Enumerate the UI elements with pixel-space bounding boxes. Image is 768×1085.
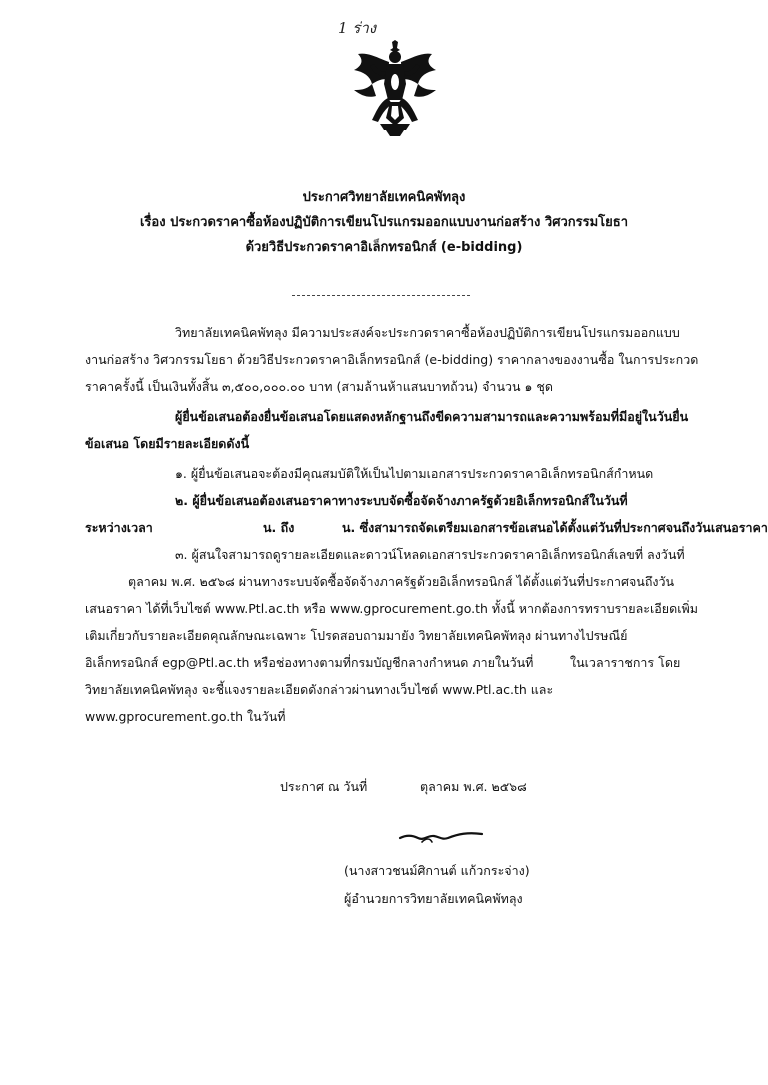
item-3-line-2: ตุลาคม พ.ศ. ๒๕๖๘ ผ่านทางระบบจัดซื้อจัดจ้างภาครัฐด้วยอิเล็กทรอนิกส์ ได้ตั้งแต่วันที่ประกาศจนถึงวัน [128,574,675,589]
announce-date-label: ประกาศ ณ วันที่ [280,779,368,794]
item-3-line-4: เติมเกี่ยวกับรายละเอียดคุณลักษณะเฉพาะ โปรดสอบถามมายัง วิทยาลัยเทคนิคพัทลุง ผ่านทางไปรษณีย์ [85,628,628,643]
announcement-org-title: ประกาศวิทยาลัยเทคนิคพัทลุง [302,190,466,205]
item-2-time-label: ระหว่างเวลา [85,520,153,535]
item-2-line-2: น. ซึ่งสามารถจัดเตรียมเอกสารข้อเสนอได้ตั้งแต่วันที่ประกาศจนถึงวันเสนอราคา [342,520,768,535]
announcement-method: ด้วยวิธีประกวดราคาอิเล็กทรอนิกส์ (e-bidding) [245,240,523,255]
paragraph-2-line-2: ข้อเสนอ โดยมีรายละเอียดดังนี้ [85,436,250,451]
paragraph-2-line-1: ผู้ยื่นข้อเสนอต้องยื่นข้อเสนอโดยแสดงหลักฐานถึงขีดความสามารถและความพร้อมที่มีอยู่ในวันยื่น [175,409,689,424]
item-3-line-7: www.gprocurement.go.th ในวันที่ [85,709,286,724]
paragraph-1-line-1: วิทยาลัยเทคนิคพัทลุง มีความประสงค์จะประกวดราคาซื้อห้องปฏิบัติการเขียนโปรแกรมออกแบบ [175,325,680,340]
paragraph-1-line-3: ราคาครั้งนี้ เป็นเงินทั้งสิ้น ๓,๕๐๐,๐๐๐.๐๐ บาท (สามล้านห้าแสนบาทถ้วน) จำนวน ๑ ชุด [85,379,554,394]
header-divider [292,295,470,296]
signatory-name: (นางสาวชนม์ศิกานต์ แก้วกระจ่าง) [344,863,530,878]
item-3-line-3: เสนอราคา ได้ที่เว็บไซต์ www.Ptl.ac.th หรือ www.gprocurement.go.th ทั้งนี้ หากต้องการทราบรายละเอียดเพิ่ม [85,601,698,616]
announce-date-value: ตุลาคม พ.ศ. ๒๕๖๘ [420,779,527,794]
paragraph-1-line-2: งานก่อสร้าง วิศวกรรมโยธา ด้วยวิธีประกวดราคาอิเล็กทรอนิกส์ (e-bidding) ราคากลางของงานซื้อ ในการประกวด [85,352,699,367]
announcement-subject: เรื่อง ประกวดราคาซื้อห้องปฏิบัติการเขียนโปรแกรมออกแบบงานก่อสร้าง วิศวกรรมโยธา [139,215,628,230]
item-3-line-1: ๓. ผู้สนใจสามารถดูรายละเอียดและดาวน์โหลดเอกสารประกวดราคาอิเล็กทรอนิกส์เลขที่ ลงวันที่ [175,547,685,562]
item-3-line-5-end: ในเวลาราชการ โดย [570,655,681,670]
item-2-time-to: น. ถึง [263,520,295,535]
item-3-line-6: วิทยาลัยเทคนิคพัทลุง จะชี้แจงรายละเอียดดังกล่าวผ่านทางเว็บไซต์ www.Ptl.ac.th และ [85,682,554,697]
signatory-position: ผู้อำนวยการวิทยาลัยเทคนิคพัทลุง [344,891,523,906]
item-1: ๑. ผู้ยื่นข้อเสนอจะต้องมีคุณสมบัติให้เป็นไปตามเอกสารประกวดราคาอิเล็กทรอนิกส์กำหนด [175,466,654,481]
handwritten-signature [398,824,484,848]
item-3-line-5: อิเล็กทรอนิกส์ egp@Ptl.ac.th หรือช่องทางตามที่กรมบัญชีกลางกำหนด ภายในวันที่ [85,655,534,670]
item-2-line-1: ๒. ผู้ยื่นข้อเสนอต้องเสนอราคาทางระบบจัดซื้อจัดจ้างภาครัฐด้วยอิเล็กทรอนิกส์ในวันที่ [175,493,628,508]
handwritten-draft-mark: 1 ร่าง [338,19,377,37]
garuda-emblem [350,40,440,138]
